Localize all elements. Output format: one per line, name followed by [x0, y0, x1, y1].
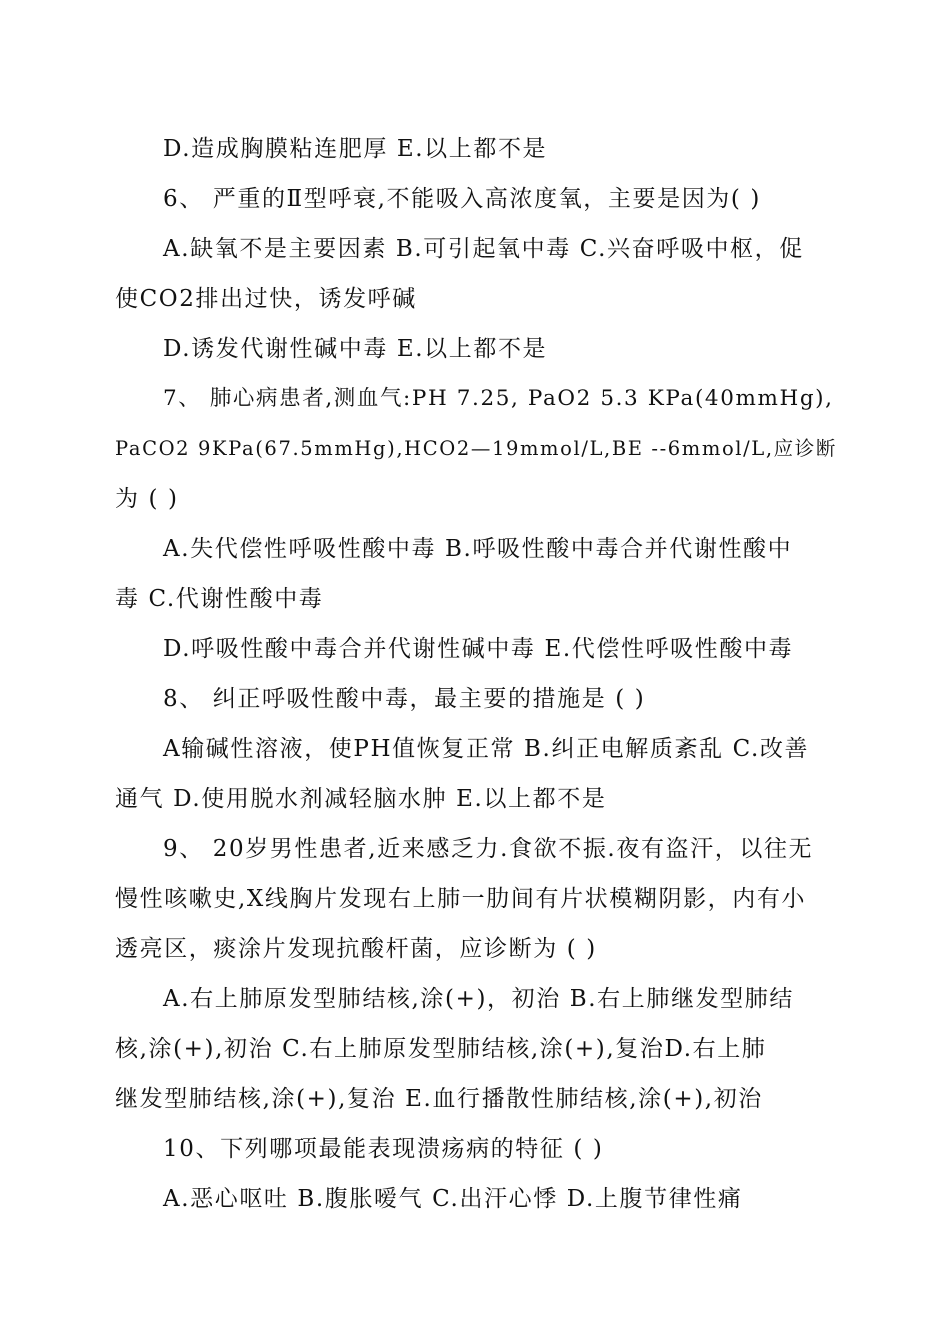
q8-question: 8、 纠正呼吸性酸中毒，最主要的措施是 ( ) [163, 686, 646, 712]
q7-question-line3: 为 ( ) [115, 486, 179, 512]
q10-options-line1: A.恶心呕吐 B.腹胀嗳气 C.出汗心悸 D.上腹节律性痛 [163, 1186, 743, 1212]
q7-options-line1: A.失代偿性呼吸性酸中毒 B.呼吸性酸中毒合并代谢性酸中 [163, 536, 793, 562]
q7-options-line3: D.呼吸性酸中毒合并代谢性碱中毒 E.代偿性呼吸性酸中毒 [163, 636, 794, 662]
q7-question-line1: 7、 肺心病患者,测血气:PH 7.25, PaO2 5.3 KPa(40mmHg), [163, 386, 834, 411]
q9-question-line3: 透亮区，痰涂片发现抗酸杆菌，应诊断为 ( ) [115, 936, 597, 962]
q9-question-line1: 9、 20岁男性患者,近来感乏力.食欲不振.夜有盗汗，以往无 [163, 836, 814, 862]
q10-question: 10、下列哪项最能表现溃疡病的特征 ( ) [163, 1136, 604, 1162]
q8-options-line2: 通气 D.使用脱水剂减轻脑水肿 E.以上都不是 [115, 786, 607, 812]
q6-question: 6、 严重的Ⅱ型呼衰,不能吸入高浓度氧，主要是因为( ) [163, 186, 761, 212]
q8-options-line1: A输碱性溶液，使PH值恢复正常 B.纠正电解质紊乱 C.改善 [163, 736, 810, 762]
q9-options-line1: A.右上肺原发型肺结核,涂(+)，初治 B.右上肺继发型肺结 [163, 986, 794, 1012]
q9-options-line3: 继发型肺结核,涂(+),复治 E.血行播散性肺结核,涂(+),初治 [115, 1086, 763, 1112]
q9-options-line2: 核,涂(+),初治 C.右上肺原发型肺结核,涂(+),复治D.右上肺 [115, 1036, 767, 1062]
q5-option-de: D.造成胸膜粘连肥厚 E.以上都不是 [163, 136, 548, 162]
q6-options-line2: 使CO2排出过快，诱发呼碱 [115, 286, 417, 312]
q9-question-line2: 慢性咳嗽史,X线胸片发现右上肺一肋间有片状模糊阴影，内有小 [115, 886, 807, 912]
q6-options-line3: D.诱发代谢性碱中毒 E.以上都不是 [163, 336, 548, 362]
q7-question-line2: PaCO2 9KPa(67.5mmHg),HCO2—19mmol/L,BE --6mmol/L,应诊断 [115, 437, 837, 460]
q6-options-line1: A.缺氧不是主要因素 B.可引起氧中毒 C.兴奋呼吸中枢，促 [163, 236, 804, 262]
q7-options-line2: 毒 C.代谢性酸中毒 [115, 586, 324, 612]
